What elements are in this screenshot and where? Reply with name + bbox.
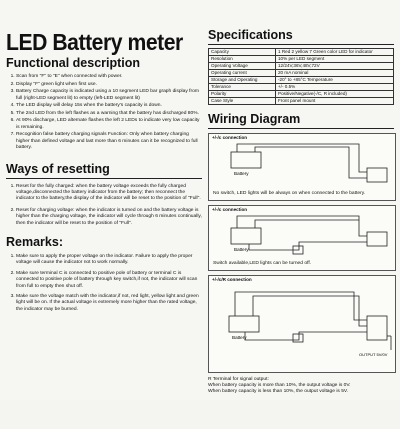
resetting-heading: Ways of resetting: [6, 162, 202, 179]
wiring-area: [208, 129, 394, 429]
battery-symbol: [231, 228, 261, 244]
spec-value: 20 mA nominal: [276, 70, 394, 77]
battery-label: Battery: [232, 335, 247, 340]
spec-key: Capacity: [209, 49, 276, 56]
remarks-heading: Remarks:: [6, 235, 63, 250]
wiring-diagram-2: [208, 205, 396, 271]
r-terminal-line-2: When battery capacity is less than 10%, the output voltage is 5V.: [208, 389, 349, 395]
spec-value: 10% per LED segment: [276, 56, 394, 63]
spec-value: 12/24V,36V,48V,72V: [276, 63, 394, 70]
spec-key: Case Style: [209, 98, 276, 105]
spec-key: Operating current: [209, 70, 276, 77]
list-item: 6. At 90% discharge, LED alternate flashes the left 2 LEDs to indicate very low capacity is remaining.: [16, 118, 202, 131]
spec-key: Polarity: [209, 91, 276, 98]
output-label: OUTPUT 5V/0V: [359, 352, 388, 357]
diagram-label: +/-/c/R connection: [212, 277, 252, 282]
diagram-caption: Switch available,LED lights can be turned off.: [213, 261, 312, 266]
spec-value: 1 Red 2 yellow 7 Green color LED for indicator: [276, 49, 394, 56]
diagram-label: +/-/c connection: [212, 207, 248, 212]
table-row: [209, 77, 394, 84]
specifications-table: [208, 48, 394, 105]
battery-symbol: [229, 316, 259, 332]
list-item: 4. The LED display will delay 15s when the battery's capacity is down.: [16, 103, 202, 109]
list-item: 2. Display "F" green light when first use.: [16, 82, 202, 88]
battery-label: Battery: [234, 247, 249, 252]
table-row: [209, 63, 394, 70]
spec-key: Tolerance: [209, 84, 276, 91]
list-item: 1. Make sure to apply the proper voltage on the indicator. Failure to apply the proper voltage will cause the indicator not to work normally.: [16, 254, 202, 267]
battery-label: Battery: [234, 171, 249, 176]
remarks-list: [6, 254, 202, 313]
battery-symbol: [231, 152, 261, 168]
table-row: [209, 84, 394, 91]
r-terminal-title: R Terminal for signal output:: [208, 377, 269, 382]
spec-key: Resolution: [209, 56, 276, 63]
wiring-heading: Wiring Diagram: [208, 112, 394, 129]
wiring-diagram-3: [208, 275, 396, 373]
functional-heading: Functional description: [6, 56, 141, 70]
table-row: [209, 49, 394, 56]
list-item: 7. Recognition false battery charging signals Function: Only when battery charging higher than defined voltage and last more than 6 minutes can it be recognized to full battery.: [16, 132, 202, 151]
table-row: [209, 56, 394, 63]
table-row: [209, 70, 394, 77]
circuit-3: [209, 276, 395, 372]
spec-key: Operating Voltage: [209, 63, 276, 70]
spec-key: Storage and Operating: [209, 77, 276, 84]
r-terminal-note: [208, 377, 394, 396]
table-row: [209, 98, 394, 105]
left-column: [6, 30, 202, 314]
specifications-heading: Specifications: [208, 28, 394, 45]
diagram-caption: No switch, LED lights will be always on when connected to the battery.: [213, 191, 366, 196]
table-row: [209, 91, 394, 98]
diagram-label: +/-/c connection: [212, 135, 248, 140]
list-item: 5. The 2nd LED from the left flashes as a warning that the battery has discharged 80%.: [16, 111, 202, 117]
list-item: 3. Make sure the voltage match with the indicator,if not, red light, yellow light and green light will be on. If the actual voltage is extremely more higher than the rated voltage, the indicator may be burned.: [16, 294, 202, 313]
list-item: 2. Make sure terminal C is connected to positive pole of battery or terminal C is connected to positive pole of battery through key switch,if not, the indicator will scan from full to empty then shut off.: [16, 271, 202, 290]
list-item: 3. Battery Charge capacity is indicated using a 10 segment LED bar graph display from full (right-LED segment lit) to empty (left-LED segment lit): [16, 89, 202, 102]
spec-value: Front panel mount: [276, 98, 394, 105]
spec-value: -20° to +85°C Temperature: [276, 77, 394, 84]
spec-value: Positive/Negative(-/C, R included): [276, 91, 394, 98]
wiring-diagram-1: [208, 133, 396, 201]
list-item: 1. Reset for the fully charged: when the battery voltage exceeds the fully charged voltage,disconnected the battery indicator from the battery; then reconnect the indicator to the battery,the display of the indicator will be reset to the position of "Full".: [16, 184, 202, 203]
functional-list: [6, 74, 202, 152]
list-item: 1. Scan from "F" to "E" when connected with power.: [16, 74, 202, 80]
list-item: 2. Reset for charging voltage: when the indicator is turned on and the battery voltage is higher than the charging voltage, the indicator will cycle through 6 minutes continually, then the indicator will be reset to the position of "Full".: [16, 208, 202, 227]
right-column: [208, 28, 394, 429]
resetting-list: [6, 184, 202, 227]
spec-value: +/- 0.5%: [276, 84, 394, 91]
product-title: LED Battery meter: [6, 29, 183, 55]
r-terminal-line-1: When battery capacity is more than 10%, the output voltage is 0V.: [208, 383, 351, 389]
